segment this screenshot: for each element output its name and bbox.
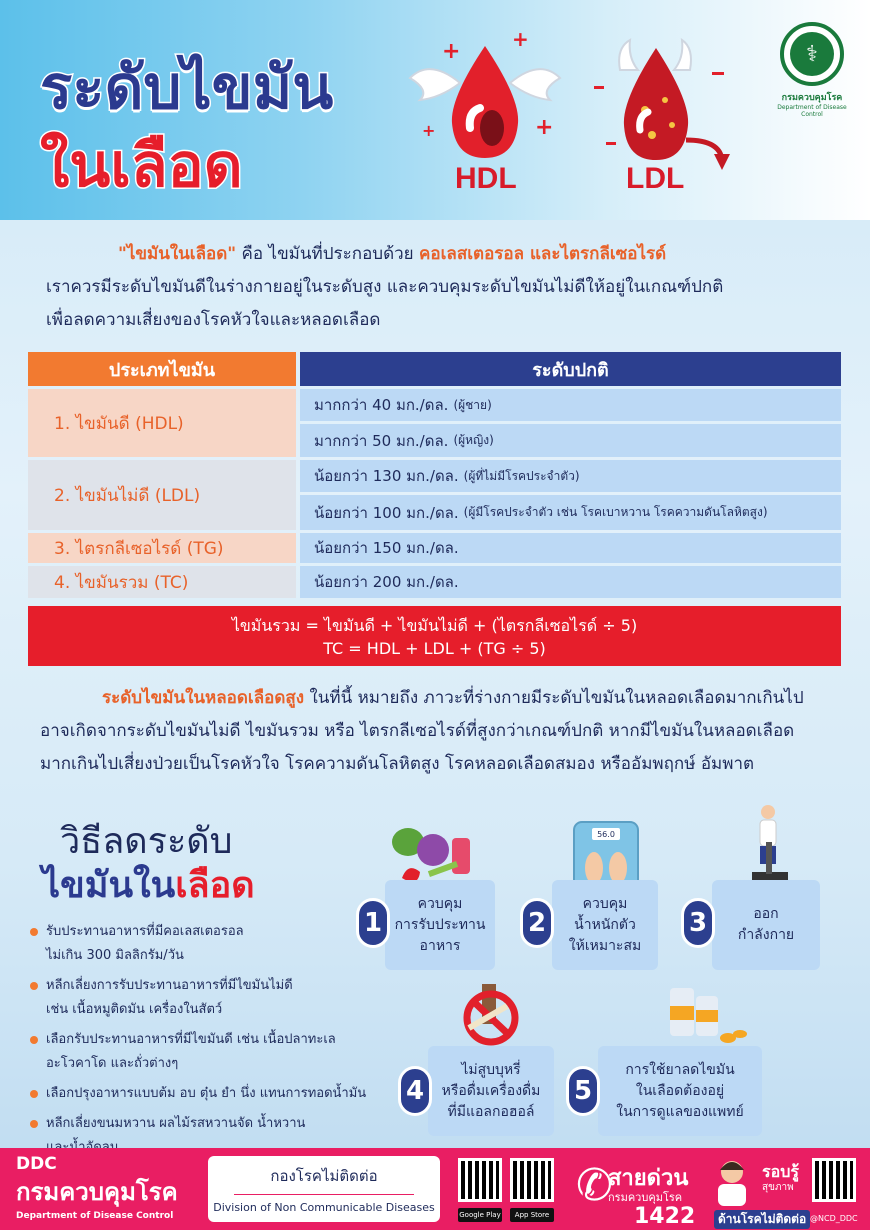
high-fat-paragraph bbox=[40, 682, 850, 781]
list-item bbox=[30, 1028, 370, 1076]
intro-highlight: คอเลสเตอรอล และไตรกลีเซอไรด์ bbox=[419, 244, 667, 264]
card-line: การใช้ยาลดไขมัน bbox=[625, 1061, 735, 1078]
card-line: กำลังกาย bbox=[737, 927, 795, 943]
table-row-ldl-value2 bbox=[300, 495, 841, 530]
card-line: ในการดูแลของแพทย์ bbox=[616, 1103, 744, 1120]
phone-icon: ✆ bbox=[576, 1160, 613, 1211]
value-note: (ผู้หญิง) bbox=[453, 433, 494, 447]
value-main: น้อยกว่า 100 มก./ดล. bbox=[314, 503, 459, 522]
ddc-logo bbox=[772, 22, 852, 117]
intro-text1: คือ ไขมันที่ประกอบด้วย bbox=[236, 244, 420, 264]
formula-line1: ไขมันรวม = ไขมันดี + ไขมันไม่ดี + (ไตรกลีเซอไรด์ ÷ 5) bbox=[231, 616, 638, 635]
division-thai: กองโรคไม่ติดต่อ bbox=[270, 1167, 378, 1185]
svg-text:+: + bbox=[422, 121, 436, 140]
method-number-4: 4 bbox=[398, 1066, 432, 1116]
hotline-sub: กรมควบคุมโรค bbox=[608, 1191, 683, 1204]
methods-title-line2 bbox=[42, 856, 255, 913]
table-row-ldl-type: 2. ไขมันไม่ดี (LDL) bbox=[28, 460, 296, 530]
intro-line2: เราควรมีระดับไขมันดีในร่างกายอยู่ในระดับสูง และควบคุมระดับไขมันไม่ดีให้อยู่ในเกณฑ์ปกติ bbox=[46, 277, 724, 297]
para2-line1: ในที่นี้ หมายถึง ภาวะที่ร่างกายมีระดับไขมันในหลอดเลือดมากเกินไป bbox=[304, 688, 804, 708]
para2-line2: อาจเกิดจากระดับไขมันไม่ดี ไขมันรวม หรือ ไตรกลีเซอไรด์ที่สูงกว่าเกณฑ์ปกติ หากมีไขมันในหลอดเลือด bbox=[40, 721, 795, 741]
table-header-type: ประเภทไขมัน bbox=[28, 352, 296, 386]
bullet-line: อะโวคาโด และถั่วต่างๆ bbox=[46, 1056, 179, 1071]
title-line1: ระดับไขมัน bbox=[40, 53, 334, 123]
svg-text:+: + bbox=[535, 115, 554, 140]
method-number-2: 2 bbox=[520, 898, 554, 948]
hdl-drop-icon bbox=[400, 28, 570, 168]
bullet-line: หลีกเลี่ยงขนมหวาน ผลไม้รสหวานจัด น้ำหวาน bbox=[46, 1116, 306, 1131]
division-box bbox=[208, 1156, 440, 1222]
formula-line2: TC = HDL + LDL + (TG ÷ 5) bbox=[323, 639, 546, 658]
intro-quote: "ไขมันในเลือด" bbox=[118, 244, 237, 264]
ddc-thai: กรมควบคุมโรค bbox=[16, 1178, 178, 1206]
qr-code-icon[interactable] bbox=[510, 1158, 554, 1202]
rob-tag: ด้านโรคไม่ติดต่อ bbox=[714, 1210, 810, 1229]
para2-highlight: ระดับไขมันในหลอดเลือดสูง bbox=[102, 688, 305, 708]
social-handle: @NCD_DDC bbox=[810, 1214, 858, 1223]
table-header-normal: ระดับปกติ bbox=[300, 352, 841, 386]
intro-paragraph bbox=[46, 238, 846, 337]
card-line: ที่มีแอลกอฮอล์ bbox=[447, 1103, 535, 1120]
qr-code-icon[interactable] bbox=[812, 1158, 856, 1202]
hdl-label: HDL bbox=[455, 162, 517, 195]
logo-thai: กรมควบคุมโรค bbox=[781, 93, 843, 103]
title-line2: ในเลือด bbox=[40, 131, 243, 201]
bullet-line: เช่น เนื้อหมูติดมัน เครื่องในสัตว์ bbox=[46, 1002, 223, 1017]
exercise-illustration-icon bbox=[740, 802, 800, 892]
nurse-icon bbox=[710, 1156, 754, 1206]
value-main: น้อยกว่า 200 มก./ดล. bbox=[314, 573, 459, 591]
formula-box bbox=[28, 606, 841, 666]
intro-line3: เพื่อลดความเสี่ยงของโรคหัวใจและหลอดเลือด bbox=[46, 310, 381, 330]
table-row-hdl-type: 1. ไขมันดี (HDL) bbox=[28, 389, 296, 457]
card-line: ให้เหมาะสม bbox=[568, 937, 642, 954]
rob-sub: สุขภาพ bbox=[762, 1182, 794, 1193]
bullet-line: รับประทานอาหารที่มีคอเลสเตอรอล bbox=[46, 924, 244, 939]
hotline-number: 1422 bbox=[634, 1204, 696, 1229]
bullet-line: หลีกเลี่ยงการรับประทานอาหารที่มีไขมันไม่ดี bbox=[46, 978, 293, 993]
method-number-1: 1 bbox=[356, 898, 390, 948]
bullet-line: เลือกปรุงอาหารแบบต้ม อบ ตุ๋น ยำ นึ่ง แทนการทอดน้ำมัน bbox=[46, 1086, 367, 1101]
list-item bbox=[30, 1082, 370, 1106]
ldl-label: LDL bbox=[626, 162, 685, 195]
ldl-drop-icon bbox=[590, 30, 750, 170]
method-card-2 bbox=[552, 880, 658, 970]
method-card-5 bbox=[598, 1046, 762, 1136]
table-row-ldl-value1 bbox=[300, 460, 841, 492]
value-main: น้อยกว่า 150 มก./ดล. bbox=[314, 539, 459, 557]
card-line: ออก bbox=[753, 906, 779, 922]
card-line: ในเลือดต้องอยู่ bbox=[635, 1082, 725, 1099]
card-line: ไม่สูบบุหรี่ bbox=[461, 1061, 521, 1078]
table-row-hdl-value2 bbox=[300, 424, 841, 457]
value-note: (ผู้ที่ไม่มีโรคประจำตัว) bbox=[463, 468, 580, 483]
table-row-tc-type: 4. ไขมันรวม (TC) bbox=[28, 566, 296, 598]
method-card-4 bbox=[428, 1046, 554, 1136]
table-row-hdl-value1 bbox=[300, 389, 841, 421]
list-item bbox=[30, 920, 370, 968]
list-item bbox=[30, 974, 370, 1022]
bullet-line: ไม่เกิน 300 มิลลิกรัม/วัน bbox=[46, 948, 184, 963]
value-main: มากกว่า 40 มก./ดล. bbox=[314, 396, 449, 414]
hotline-label: สายด่วน bbox=[608, 1166, 689, 1191]
card-line: ควบคุม bbox=[417, 895, 463, 912]
rob-label: รอบรู้ bbox=[762, 1162, 799, 1181]
logo-english: Department of Disease Control bbox=[777, 104, 847, 118]
card-line: อาหาร bbox=[419, 937, 461, 954]
value-note: (ผู้ชาย) bbox=[453, 397, 492, 412]
method-card-1 bbox=[385, 880, 495, 970]
method-number-5: 5 bbox=[566, 1066, 600, 1116]
google-play-badge[interactable]: Google Play bbox=[458, 1208, 502, 1222]
bullet-line: เลือกรับประทานอาหารที่มีไขมันดี เช่น เนื้อปลาทะเล bbox=[46, 1032, 336, 1047]
ddc-english: Department of Disease Control bbox=[16, 1211, 174, 1221]
method-number-3: 3 bbox=[681, 898, 715, 948]
scale-reading: 56.0 bbox=[597, 830, 615, 839]
no-smoking-icon bbox=[458, 978, 524, 1048]
ddc-seal-icon: ⚕ bbox=[780, 22, 844, 86]
division-english: Division of Non Communicable Diseases bbox=[213, 1201, 435, 1214]
method-card-3 bbox=[712, 880, 820, 970]
footer-bar bbox=[0, 1148, 870, 1230]
qr-code-icon[interactable] bbox=[458, 1158, 502, 1202]
table-row-tc-value bbox=[300, 566, 841, 598]
para2-line3: มากเกินไปเสี่ยงป่วยเป็นโรคหัวใจ โรคความดันโลหิตสูง โรคหลอดเลือดสมอง หรืออัมพฤกษ์ อัมพาต bbox=[40, 754, 755, 774]
methods-title-a: ไขมันใน bbox=[42, 865, 176, 906]
table-row-tg-type: 3. ไตรกลีเซอไรด์ (TG) bbox=[28, 533, 296, 563]
svg-text:+: + bbox=[512, 28, 529, 51]
card-line: น้ำหนักตัว bbox=[574, 916, 636, 933]
rob-roo-badge bbox=[710, 1156, 858, 1226]
svg-text:+: + bbox=[442, 39, 461, 64]
divider bbox=[234, 1194, 414, 1195]
medicine-illustration-icon bbox=[660, 978, 750, 1050]
card-line: การรับประทาน bbox=[394, 916, 486, 933]
app-store-badge[interactable]: App Store bbox=[510, 1208, 554, 1222]
methods-bullet-list bbox=[30, 920, 370, 1160]
table-row-tg-value bbox=[300, 533, 841, 563]
methods-title-line1: วิธีลดระดับ bbox=[60, 821, 233, 862]
value-main: มากกว่า 50 มก./ดล. bbox=[314, 431, 449, 450]
card-line: ควบคุม bbox=[582, 895, 628, 912]
methods-title-b: เลือด bbox=[175, 865, 255, 906]
value-main: น้อยกว่า 130 มก./ดล. bbox=[314, 467, 459, 485]
ddc-text: DDC bbox=[16, 1154, 57, 1174]
card-line: หรือดื่มเครื่องดื่ม bbox=[441, 1082, 541, 1099]
footer-ddc-logo bbox=[16, 1154, 178, 1221]
value-note: (ผู้มีโรคประจำตัว เช่น โรคเบาหวาน โรคความดันโลหิตสูง) bbox=[463, 505, 768, 519]
